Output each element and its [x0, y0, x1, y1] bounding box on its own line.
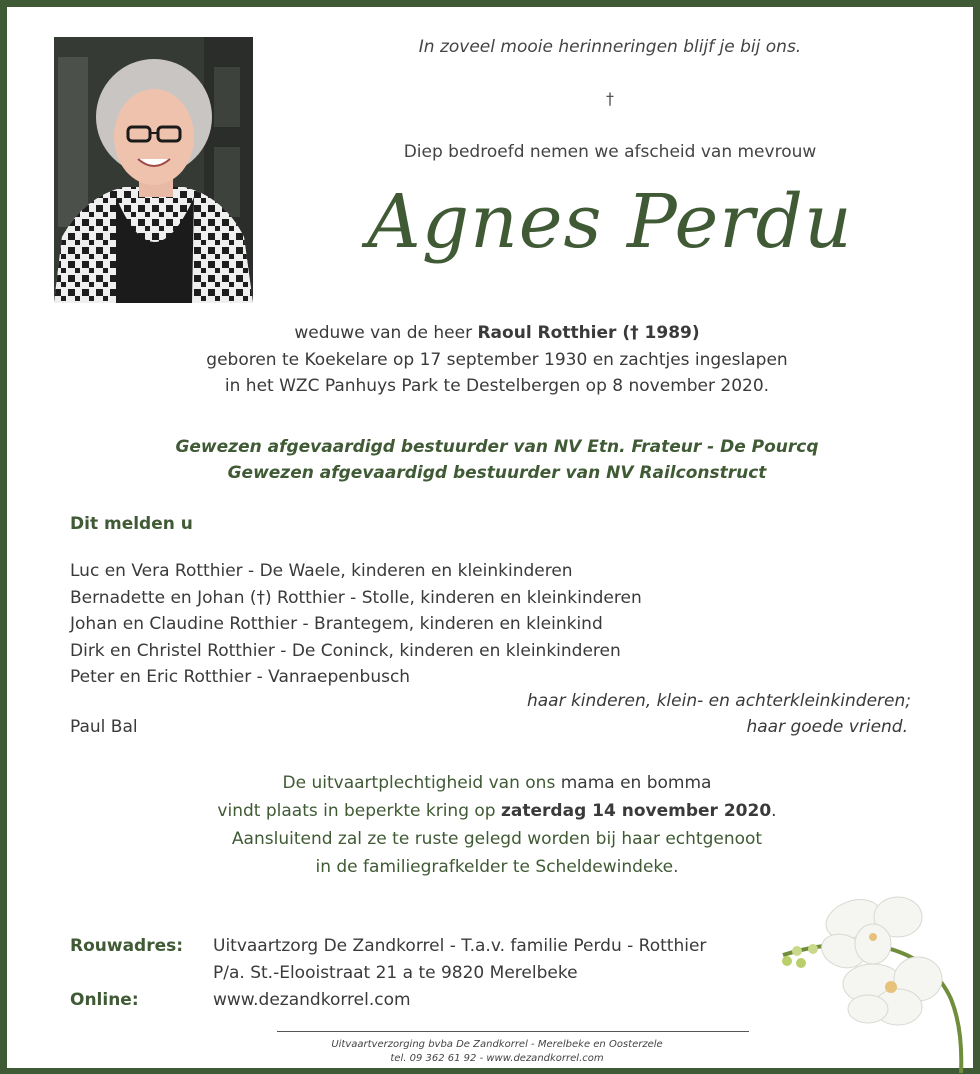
- cross-icon: †: [606, 89, 614, 108]
- footer: [277, 1038, 717, 1066]
- spouse-name: Raoul Rotthier († 1989): [477, 323, 700, 343]
- footer-line-1: Uitvaartverzorging bvba De Zandkorrel - Merelbeke en Oosterzele: [331, 1039, 663, 1050]
- funeral-line-2: [87, 797, 907, 825]
- funeral-line-1a: De uitvaartplechtigheid van ons: [282, 773, 556, 793]
- bio-line-2: geboren te Koekelare op 17 september 1930 en zachtjes ingeslapen: [206, 349, 788, 370]
- bio-line-1: [107, 320, 887, 347]
- portrait-photo: [54, 37, 253, 303]
- funeral-line-1: [87, 769, 907, 797]
- orchid-icon: [773, 889, 973, 1073]
- roles-block: [67, 434, 927, 486]
- role-line: Gewezen afgevaardigd bestuurder van NV Railconstruct: [227, 463, 767, 483]
- funeral-line-3: Aansluitend zal ze te ruste gelegd worden bij haar echtgenoot: [231, 829, 763, 849]
- motto-text: In zoveel mooie herinneringen blijf je bij ons.: [418, 37, 802, 57]
- family-member: Johan en Claudine Rotthier - Brantegem, kinderen en kleinkind: [70, 614, 603, 634]
- funeral-date: zaterdag 14 november 2020: [501, 801, 772, 821]
- portrait-illustration: [54, 37, 253, 303]
- rouwadres-line-2: P/a. St.-Elooistraat 21 a te 9820 Merelbeke: [213, 963, 578, 983]
- bio-block: [107, 320, 887, 400]
- funeral-line-2a: vindt plaats in beperkte kring op: [217, 801, 502, 821]
- footer-divider: [277, 1031, 749, 1032]
- contact-block: [70, 933, 790, 1023]
- role-line: Gewezen afgevaardigd bestuurder van NV Etn. Frateur - De Pourcq: [175, 437, 819, 457]
- funeral-line-4: in de familiegrafkelder te Scheldewindeke.: [315, 857, 679, 877]
- family-member: Bernadette en Johan (†) Rotthier - Stolle, kinderen en kleinkinderen: [70, 587, 642, 608]
- friend-relation: haar goede vriend.: [746, 717, 908, 737]
- family-list: [70, 558, 930, 691]
- family-member: Dirk en Christel Rotthier - De Coninck, kinderen en kleinkinderen: [70, 640, 621, 661]
- funeral-line-2-end: .: [771, 801, 777, 821]
- funeral-line-1b: mama en bomma: [555, 773, 712, 793]
- deceased-name: Agnes Perdu: [367, 179, 853, 265]
- bio-line-3: in het WZC Panhuys Park te Destelbergen op 8 november 2020.: [224, 376, 770, 396]
- online-link[interactable]: www.dezandkorrel.com: [213, 990, 411, 1010]
- online-label: Online:: [70, 990, 139, 1010]
- bio-line-1-prefix: weduwe van de heer: [294, 323, 478, 343]
- rouwadres-label: Rouwadres:: [70, 936, 184, 956]
- intro-text: Diep bedroefd nemen we afscheid van mevrouw: [403, 142, 817, 162]
- family-member: Luc en Vera Rotthier - De Waele, kinderen en kleinkinderen: [70, 561, 573, 581]
- funeral-block: [87, 769, 907, 881]
- rouwadres-line-1: Uitvaartzorg De Zandkorrel - T.a.v. familie Perdu - Rotthier: [213, 936, 707, 956]
- family-relation: haar kinderen, klein- en achterkleinkinderen;: [526, 691, 911, 711]
- friend-name: Paul Bal: [70, 717, 138, 737]
- footer-line-2: tel. 09 362 61 92 - www.dezandkorrel.com: [390, 1053, 604, 1064]
- announcement-heading: Dit melden u: [70, 514, 193, 534]
- family-member: Peter en Eric Rotthier - Vanraepenbusch: [70, 667, 411, 687]
